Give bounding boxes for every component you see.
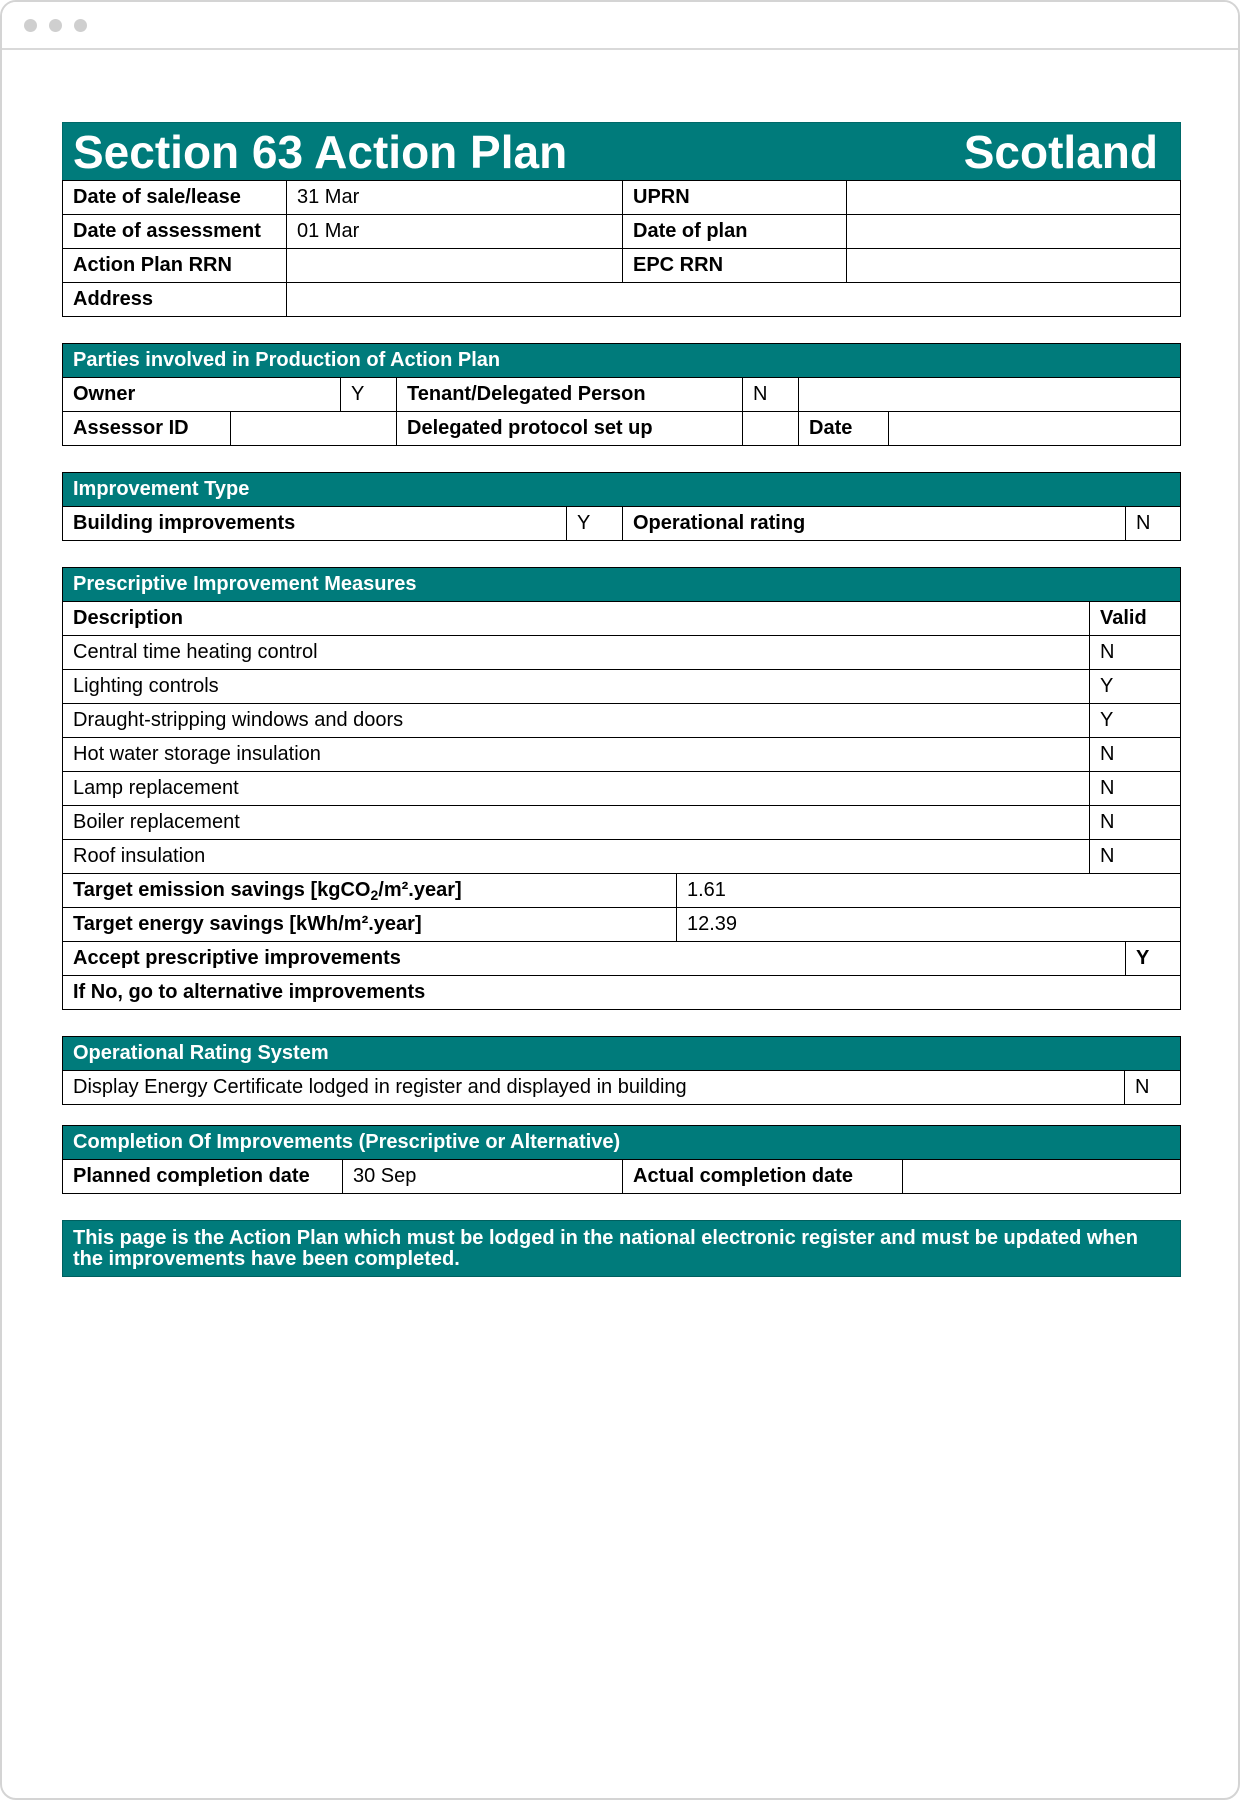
assessor-id-value xyxy=(231,412,397,446)
region-label: Scotland xyxy=(963,125,1158,178)
measure-description: Lamp replacement xyxy=(63,772,1090,806)
building-improvements-label: Building improvements xyxy=(63,507,567,541)
measure-description: Lighting controls xyxy=(63,670,1090,704)
measure-description: Central time heating control xyxy=(63,636,1090,670)
window-titlebar xyxy=(2,2,1238,50)
table-row xyxy=(63,249,1181,283)
table-row xyxy=(63,1071,1181,1105)
table-row xyxy=(63,670,1181,704)
date-of-plan-value xyxy=(847,215,1181,249)
table-row xyxy=(63,840,1181,874)
action-plan-rrn-label: Action Plan RRN xyxy=(63,249,287,283)
operational-rating-value: N xyxy=(1126,507,1181,541)
window-dot[interactable] xyxy=(74,19,87,32)
address-label: Address xyxy=(63,283,287,317)
table-row xyxy=(63,738,1181,772)
table-row xyxy=(63,874,1181,908)
delegated-protocol-label: Delegated protocol set up xyxy=(397,412,743,446)
measure-valid: Y xyxy=(1090,704,1181,738)
window-dot[interactable] xyxy=(24,19,37,32)
planned-completion-value: 30 Sep xyxy=(343,1160,623,1194)
epc-rrn-value xyxy=(847,249,1181,283)
operational-rating-label: Operational rating xyxy=(623,507,1126,541)
prescriptive-measures-table xyxy=(62,567,1181,1010)
dec-label: Display Energy Certificate lodged in register and displayed in building xyxy=(63,1071,1125,1105)
measure-description: Draught-stripping windows and doors xyxy=(63,704,1090,738)
table-row xyxy=(63,704,1181,738)
completion-table xyxy=(62,1125,1181,1194)
date-of-sale-label: Date of sale/lease xyxy=(63,181,287,215)
measure-valid: N xyxy=(1090,636,1181,670)
date-of-assessment-label: Date of assessment xyxy=(63,215,287,249)
measure-valid: N xyxy=(1090,772,1181,806)
measure-valid: N xyxy=(1090,806,1181,840)
table-row xyxy=(63,507,1181,541)
measure-valid: N xyxy=(1090,738,1181,772)
uprn-value xyxy=(847,181,1181,215)
measure-description: Roof insulation xyxy=(63,840,1090,874)
assessor-id-label: Assessor ID xyxy=(63,412,231,446)
accept-prescriptive-label: Accept prescriptive improvements xyxy=(63,942,1126,976)
table-row xyxy=(63,1160,1181,1194)
target-emission-label: Target emission savings [kgCO$_2$/m².year] xyxy=(63,874,677,908)
measure-valid: N xyxy=(1090,840,1181,874)
planned-completion-label: Planned completion date xyxy=(63,1160,343,1194)
date-of-plan-label: Date of plan xyxy=(623,215,847,249)
target-energy-value: 12.39 xyxy=(677,908,1181,942)
valid-column-header: Valid xyxy=(1090,602,1181,636)
parties-heading: Parties involved in Production of Action Plan xyxy=(63,344,1181,378)
table-row xyxy=(63,976,1181,1010)
page-title: Section 63 Action Plan xyxy=(73,125,568,178)
prescriptive-heading: Prescriptive Improvement Measures xyxy=(63,568,1181,602)
measure-valid: Y xyxy=(1090,670,1181,704)
table-row xyxy=(63,283,1181,317)
tenant-label: Tenant/Delegated Person xyxy=(397,378,743,412)
table-row xyxy=(63,806,1181,840)
operational-rating-table xyxy=(62,1036,1181,1105)
improvement-type-table xyxy=(62,472,1181,541)
actual-completion-label: Actual completion date xyxy=(623,1160,903,1194)
target-energy-label: Target energy savings [kWh/m².year] xyxy=(63,908,677,942)
window-dot[interactable] xyxy=(49,19,62,32)
dec-value: N xyxy=(1125,1071,1181,1105)
table-row xyxy=(63,215,1181,249)
date-of-assessment-value: 01 Mar xyxy=(287,215,623,249)
date-of-sale-value: 31 Mar xyxy=(287,181,623,215)
epc-rrn-label: EPC RRN xyxy=(623,249,847,283)
improvement-type-heading: Improvement Type xyxy=(63,473,1181,507)
measure-description: Boiler replacement xyxy=(63,806,1090,840)
table-row xyxy=(63,636,1181,670)
date-label: Date xyxy=(799,412,889,446)
parties-table xyxy=(62,343,1181,446)
building-improvements-value: Y xyxy=(567,507,623,541)
tenant-value: N xyxy=(743,378,799,412)
table-row xyxy=(63,412,1181,446)
table-row xyxy=(63,908,1181,942)
alternative-improvements-note: If No, go to alternative improvements xyxy=(63,976,1181,1010)
table-row xyxy=(63,772,1181,806)
lodgement-note: This page is the Action Plan which must be lodged in the national electronic register and must be updated when the improvements have been completed. xyxy=(62,1220,1181,1277)
table-row xyxy=(63,181,1181,215)
measure-description: Hot water storage insulation xyxy=(63,738,1090,772)
delegated-protocol-value xyxy=(743,412,799,446)
completion-heading: Completion Of Improvements (Prescriptive or Alternative) xyxy=(63,1126,1181,1160)
details-table xyxy=(62,180,1181,317)
owner-label: Owner xyxy=(63,378,341,412)
operational-heading: Operational Rating System xyxy=(63,1037,1181,1071)
document-header xyxy=(62,122,1181,180)
tenant-extra xyxy=(799,378,1181,412)
accept-prescriptive-value: Y xyxy=(1126,942,1181,976)
address-value xyxy=(287,283,1181,317)
action-plan-rrn-value xyxy=(287,249,623,283)
description-column-header: Description xyxy=(63,602,1090,636)
target-emission-value: 1.61 xyxy=(677,874,1181,908)
action-plan-document xyxy=(62,122,1181,1277)
uprn-label: UPRN xyxy=(623,181,847,215)
date-value xyxy=(889,412,1181,446)
table-row xyxy=(63,378,1181,412)
owner-value: Y xyxy=(341,378,397,412)
table-row xyxy=(63,602,1181,636)
actual-completion-value xyxy=(903,1160,1181,1194)
table-row xyxy=(63,942,1181,976)
